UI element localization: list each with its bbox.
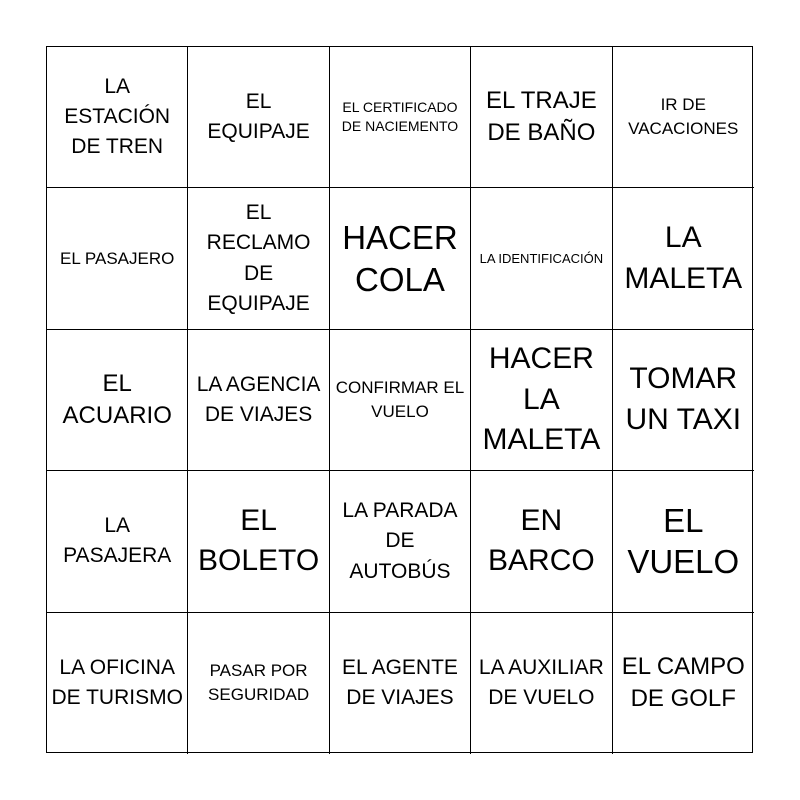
bingo-cell[interactable]: TOMAR UN TAXI (613, 330, 754, 471)
bingo-cell[interactable]: EL CERTIFICADO DE NACIEMENTO (330, 47, 471, 188)
bingo-cell[interactable]: LA AUXILIAR DE VUELO (471, 613, 612, 754)
bingo-cell[interactable]: EL ACUARIO (47, 330, 188, 471)
bingo-cell[interactable]: IR DE VACACIONES (613, 47, 754, 188)
bingo-cell[interactable]: EL RECLAMO DE EQUIPAJE (188, 188, 329, 329)
bingo-cell[interactable]: EL PASAJERO (47, 188, 188, 329)
bingo-cell[interactable]: HACER LA MALETA (471, 330, 612, 471)
bingo-cell[interactable]: LA IDENTIFICACIÓN (471, 188, 612, 329)
bingo-cell[interactable]: EL BOLETO (188, 471, 329, 612)
bingo-cell[interactable]: LA AGENCIA DE VIAJES (188, 330, 329, 471)
bingo-cell[interactable]: LA OFICINA DE TURISMO (47, 613, 188, 754)
bingo-cell[interactable]: LA PARADA DE AUTOBÚS (330, 471, 471, 612)
bingo-board (46, 46, 753, 753)
bingo-cell[interactable]: EN BARCO (471, 471, 612, 612)
bingo-cell[interactable]: LA PASAJERA (47, 471, 188, 612)
bingo-cell[interactable]: LA ESTACIÓN DE TREN (47, 47, 188, 188)
bingo-cell[interactable]: PASAR POR SEGURIDAD (188, 613, 329, 754)
bingo-cell[interactable]: EL TRAJE DE BAÑO (471, 47, 612, 188)
bingo-cell[interactable]: EL CAMPO DE GOLF (621, 652, 745, 713)
bingo-cell[interactable]: EL VUELO (613, 471, 754, 612)
bingo-cell[interactable]: HACER COLA (330, 188, 471, 329)
bingo-cell[interactable]: EL AGENTE DE VIAJES (330, 613, 471, 754)
bingo-cell[interactable]: LA MALETA (613, 188, 754, 329)
bingo-cell[interactable]: CONFIRMAR EL VUELO (330, 330, 471, 471)
bingo-cell[interactable]: EL EQUIPAJE (188, 47, 329, 188)
